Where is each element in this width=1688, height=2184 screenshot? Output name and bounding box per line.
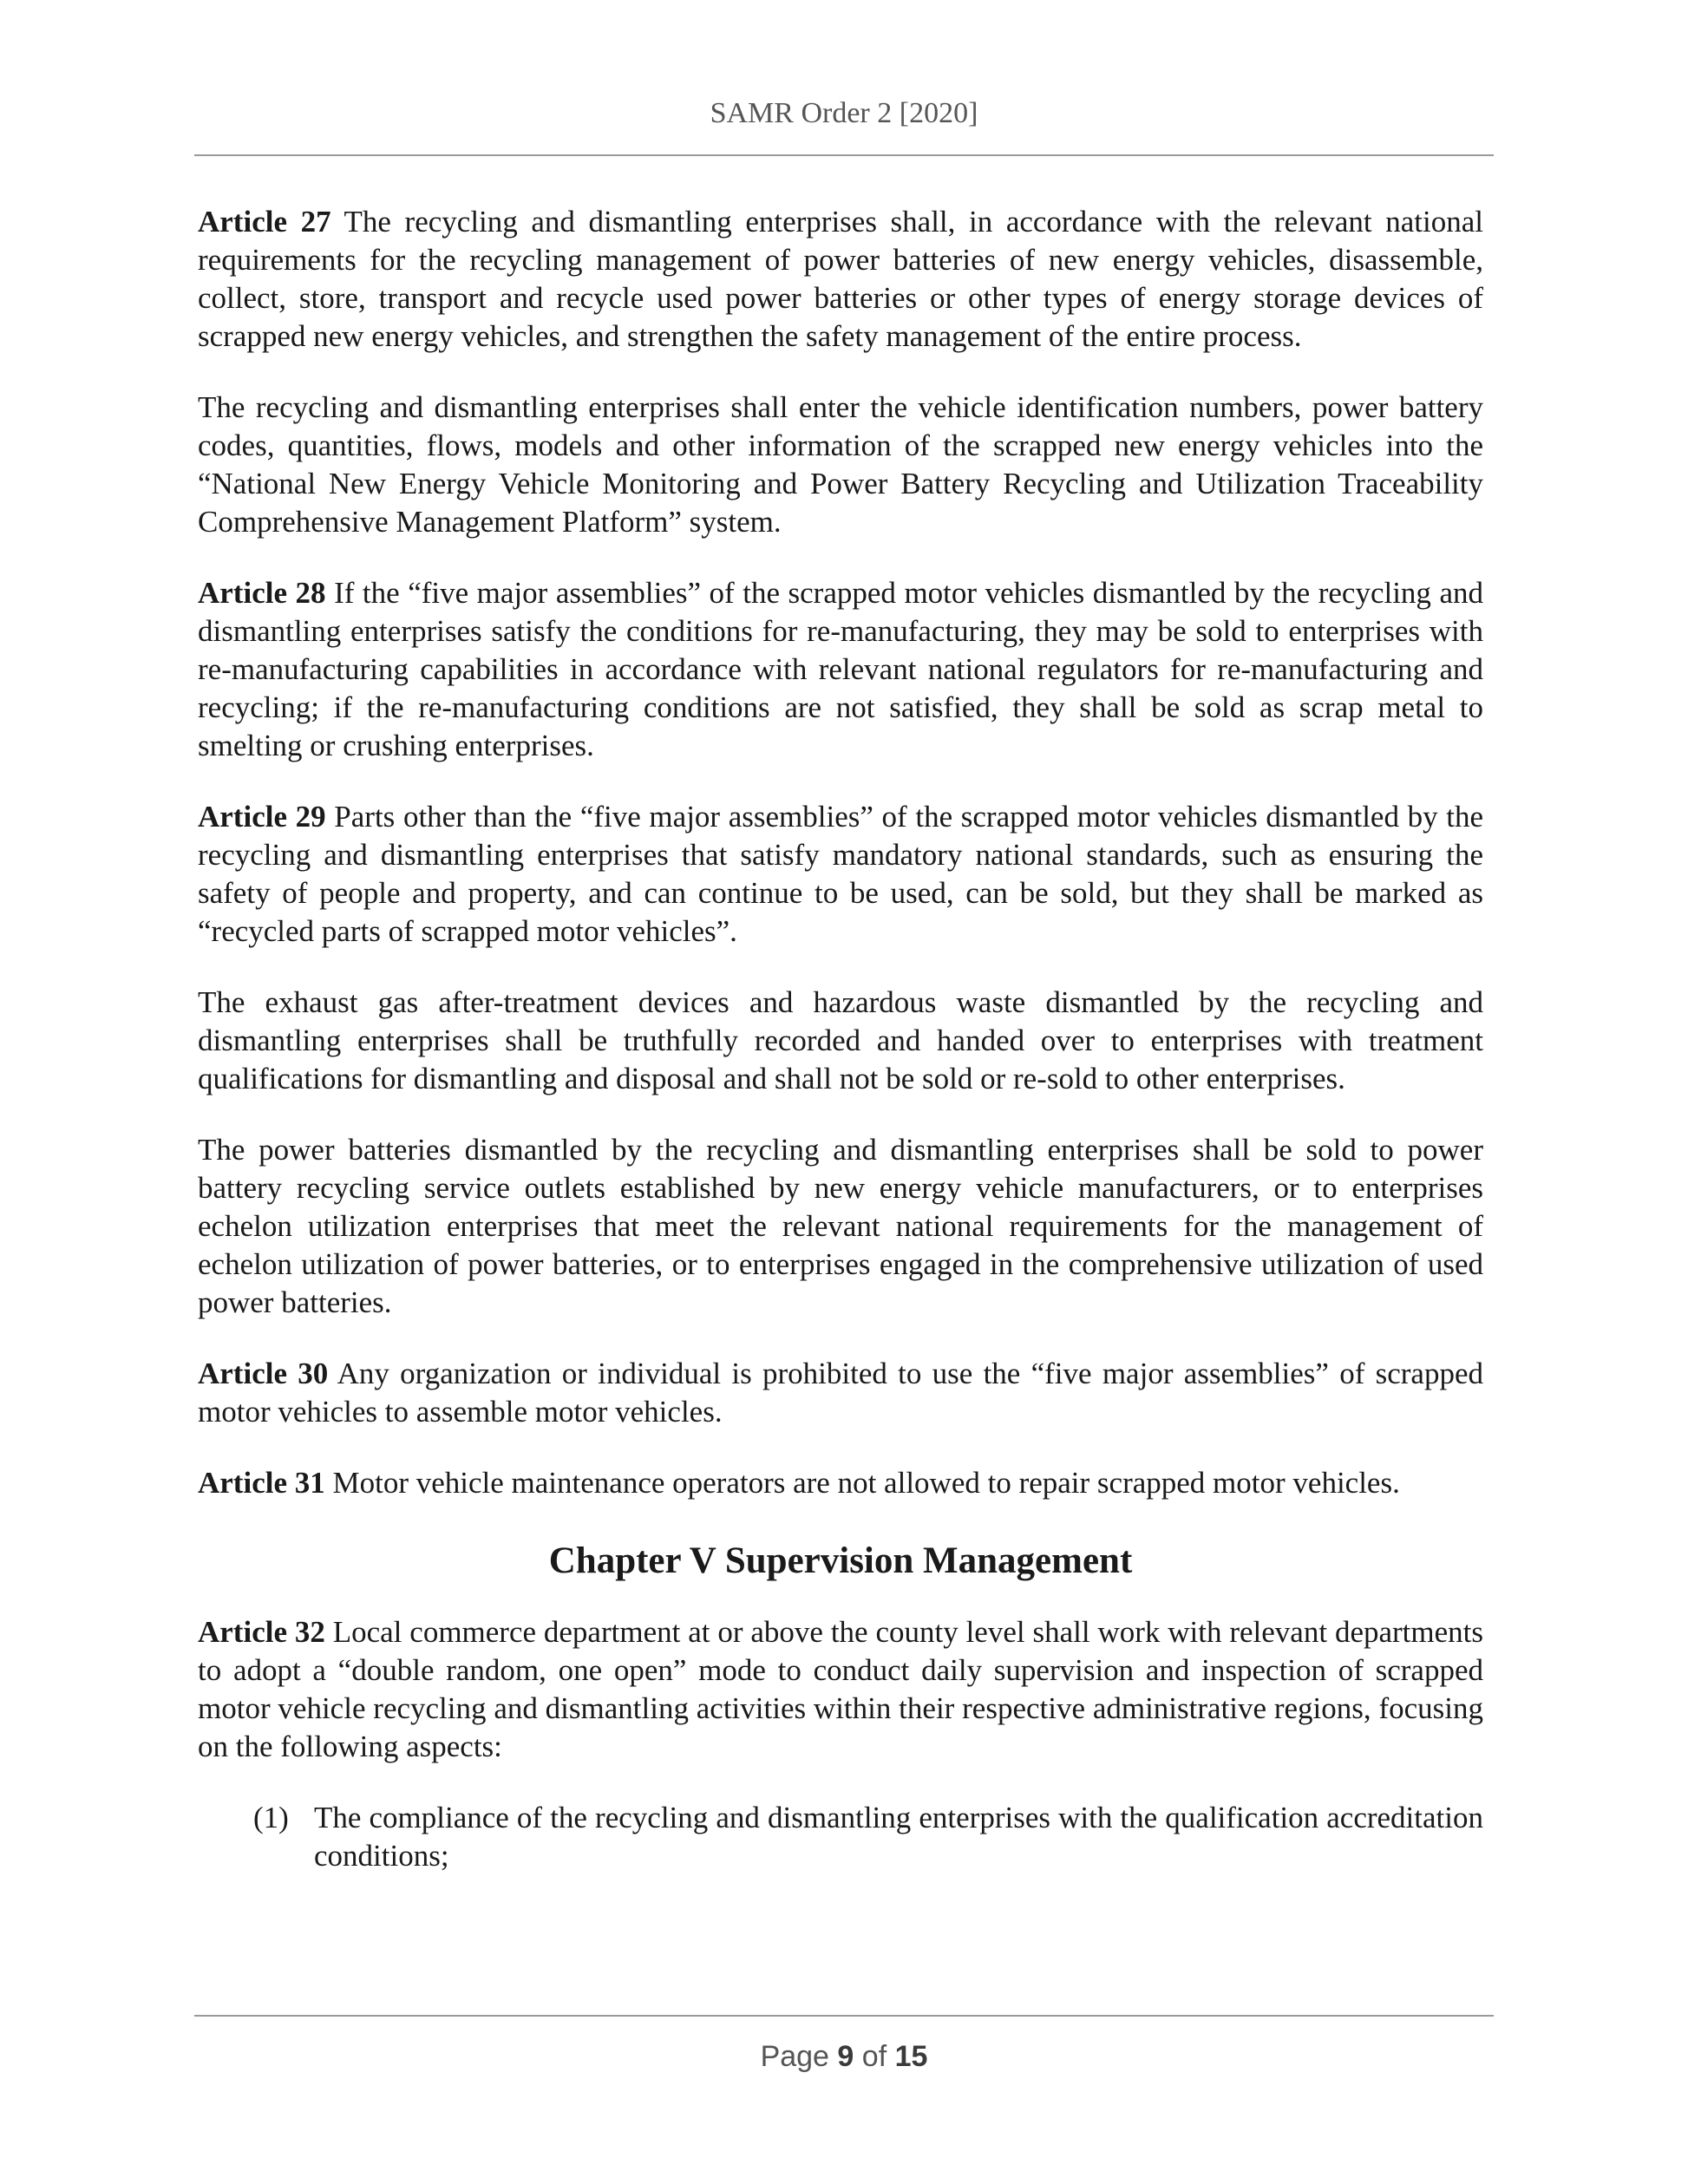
article-label: Article 31 — [198, 1466, 325, 1500]
page-header: SAMR Order 2 [2020] — [710, 97, 978, 129]
page-footer — [0, 2040, 1688, 2074]
article-27-paragraph-2: The recycling and dismantling enterprises shall enter the vehicle identification numbers, power battery codes, quantities, flows, models and other information of the scrapped new energy vehicles into the “National New Energy Vehicle Monitoring and Power Battery Recycling and Utilization Traceability Comprehensive Management Platform” system. — [198, 390, 1483, 539]
article-label: Article 29 — [198, 800, 326, 834]
list-item-text: The compliance of the recycling and dismantling enterprises with the qualification accreditation conditions; — [314, 1801, 1483, 1873]
article-label: Article 30 — [198, 1357, 329, 1390]
article-text: If the “five major assemblies” of the scrapped motor vehicles dismantled by the recycling and dismantling enterprises satisfy the conditions for re-manufacturing, they may be sold to enterprises with re-manufacturing capabilities in accordance with relevant national regulators for re-manufacturing and recycling; if the re-manufacturing conditions are not satisfied, they shall be sold as scrap metal to smelting or crushing enterprises. — [198, 576, 1484, 762]
article-text: Parts other than the “five major assemblies” of the scrapped motor vehicles dismantled by the recycling and dismantling enterprises that satisfy mandatory national standards, such as ensuring the safety of people and property, and can continue to be used, can be sold, but they shall be marked as “recycled parts of scrapped motor vehicles”. — [198, 800, 1484, 948]
article-label: Article 27 — [198, 205, 331, 239]
page-of-label: of — [861, 2040, 887, 2073]
chapter-heading: Chapter V Supervision Management — [548, 1540, 1133, 1581]
total-page-count: 15 — [894, 2040, 928, 2073]
article-30-paragraph — [198, 1355, 1483, 1431]
article-label: Article 32 — [198, 1615, 325, 1649]
page-label: Page — [760, 2040, 829, 2073]
list-item-number: (1) — [253, 1801, 289, 1834]
article-29-paragraph-2: The exhaust gas after-treatment devices and hazardous waste dismantled by the recycling and dismantling enterprises shall be truthfully recorded and handed over to enterprises with treatment qualifications for dismantling and disposal and shall not be sold or re-sold to other enterprises. — [198, 985, 1483, 1095]
article-29-paragraph-3: The power batteries dismantled by the recycling and dismantling enterprises shall be sold to power battery recycling service outlets established by new energy vehicle manufacturers, or to enterprises echelon utilization enterprises that meet the relevant national requirements for the management of echelon utilization of power batteries, or to enterprises engaged in the comprehensive utilization of used power batteries. — [198, 1133, 1483, 1319]
article-text: Local commerce department at or above the county level shall work with relevant departments to adopt a “double random, one open” mode to conduct daily supervision and inspection of scrapped motor vehicle recycling and dismantling activities within their respective administrative regions, focusing on the following aspects: — [198, 1615, 1483, 1763]
article-31-paragraph — [198, 1464, 1483, 1502]
article-29-paragraph — [198, 798, 1483, 951]
article-text: The recycling and dismantling enterprises shall, in accordance with the relevant national requirements for the recycling management of power batteries of new energy vehicles, disassemble, collect, store, transport and recycle used power batteries or other types of energy storage devices of scrapped new energy vehicles, and strengthen the safety management of the entire process. — [198, 205, 1483, 353]
article-27-paragraph — [198, 203, 1483, 356]
document-body — [198, 203, 1483, 1875]
current-page-number: 9 — [837, 2040, 854, 2073]
article-28-paragraph — [198, 574, 1483, 765]
article-32-paragraph — [198, 1613, 1483, 1766]
list-item — [198, 1799, 1483, 1875]
article-text: Any organization or individual is prohibited to use the “five major assemblies” of scrapped motor vehicles to assemble motor vehicles. — [198, 1357, 1484, 1429]
footer-divider — [194, 2015, 1494, 2017]
article-text: Motor vehicle maintenance operators are not allowed to repair scrapped motor vehicles. — [332, 1466, 1400, 1500]
article-label: Article 28 — [198, 576, 326, 610]
header-divider — [194, 154, 1494, 156]
